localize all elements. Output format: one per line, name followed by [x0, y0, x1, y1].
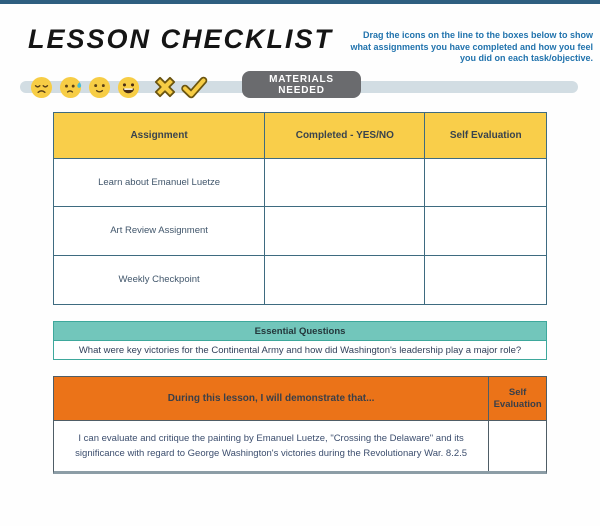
- self-evaluation-drop-cell[interactable]: [425, 207, 546, 256]
- check-mark-icon[interactable]: [180, 74, 208, 100]
- self-evaluation-column-header: Self Evaluation: [425, 113, 546, 159]
- grinning-face-emoji[interactable]: [117, 76, 140, 99]
- slightly-smiling-face-emoji[interactable]: [88, 76, 111, 99]
- self-evaluation-drop-cell[interactable]: [425, 159, 546, 207]
- demonstrate-header: During this lesson, I will demonstrate that...: [54, 377, 489, 421]
- essential-questions-header: Essential Questions: [54, 322, 546, 341]
- completed-column-header: Completed - YES/NO: [265, 113, 425, 159]
- completed-drop-cell[interactable]: [265, 207, 425, 256]
- assignment-column-header: Assignment: [54, 113, 265, 159]
- essential-question-text: What were key victories for the Continental Army and how did Washington's leadership play a major role?: [78, 344, 522, 356]
- demonstrate-table: [53, 376, 547, 474]
- cross-mark-icon[interactable]: [152, 74, 178, 100]
- demonstrate-self-evaluation-header: Self Evaluation: [489, 377, 546, 421]
- top-accent-bar: [0, 0, 600, 4]
- icon-drag-row: [0, 66, 600, 104]
- demonstrate-statement: I can evaluate and critique the painting by Emanuel Luetze, "Crossing the Delaware" and its significance with regard to George Washington's victories during the Revolutionary War. 8.2.5: [54, 421, 489, 471]
- assignment-cell: Art Review Assignment: [54, 207, 265, 256]
- downcast-sweat-face-emoji[interactable]: [59, 76, 82, 99]
- assignment-table: [53, 112, 547, 305]
- materials-needed-button[interactable]: MATERIALS NEEDED: [242, 71, 361, 98]
- completed-drop-cell[interactable]: [265, 159, 425, 207]
- pensive-face-emoji[interactable]: [30, 76, 53, 99]
- completed-drop-cell[interactable]: [265, 256, 425, 305]
- assignment-cell: Weekly Checkpoint: [54, 256, 265, 305]
- self-evaluation-drop-cell[interactable]: [425, 256, 546, 305]
- page-title: LESSON CHECKLIST: [28, 24, 334, 54]
- demonstrate-self-evaluation-drop-cell[interactable]: [489, 421, 546, 471]
- assignment-cell: Learn about Emanuel Luetze: [54, 159, 265, 207]
- essential-questions-table: [53, 321, 547, 360]
- instructions-text: Drag the icons on the line to the boxes below to show what assignments you have completed and how you feel you did on each task/objective.: [350, 30, 593, 63]
